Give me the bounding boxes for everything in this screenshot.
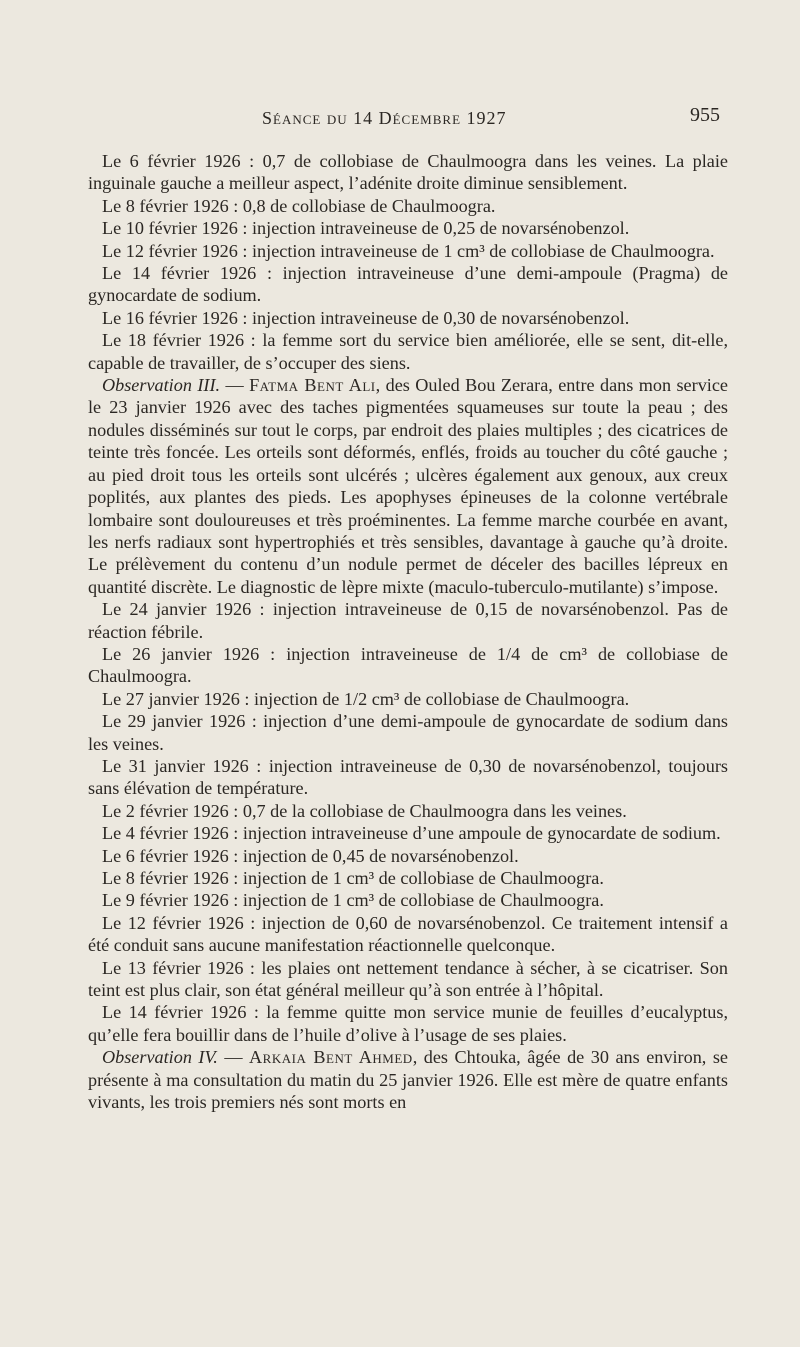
- paragraph: Le 14 février 1926 : injection intraveineuse d’une demi-ampoule (Pragma) de gynocardate de sodium.: [88, 263, 728, 306]
- paragraph: Le 6 février 1926 : 0,7 de collobiase de Chaulmoogra dans les veines. La plaie inguinale gauche a meilleur aspect, l’adénite droite diminue sensiblement.: [88, 151, 728, 194]
- paragraph: Le 29 janvier 1926 : injection d’une demi-ampoule de gynocardate de sodium dans les veines.: [88, 711, 728, 754]
- dash: —: [220, 375, 250, 396]
- paragraph: Le 13 février 1926 : les plaies ont nettement tendance à sécher, à se cicatriser. Son teint est plus clair, son état général meilleur qu’à son entrée à l’hôpital.: [88, 957, 728, 1001]
- paragraph: Le 31 janvier 1926 : injection intraveineuse de 0,30 de novarsénobenzol, toujours sans élévation de température.: [88, 755, 728, 799]
- observation-text: , des Chtouka, âgée de 30 ans environ, se présente à ma consultation du matin du 25 janvier 1926. Elle est mère de quatre enfants vivants, les trois premiers nés sont morts en: [88, 1047, 728, 1113]
- patient-name: Arkaia Bent Ahmed: [249, 1047, 413, 1068]
- paragraph: Le 14 février 1926 : la femme quitte mon service munie de feuilles d’eucalyptus, qu’elle fera bouillir dans de l’huile d’olive à l’usage de ses plaies.: [88, 1002, 728, 1045]
- paragraph: Le 16 février 1926 : injection intraveineuse de 0,30 de novarsénobenzol.: [102, 307, 630, 328]
- observation-label: Observation IV.: [102, 1047, 218, 1068]
- paragraph: Le 6 février 1926 : injection de 0,45 de novarsénobenzol.: [102, 845, 519, 866]
- observation-label: Observation III.: [102, 375, 221, 396]
- paragraph: Le 8 février 1926 : injection de 1 cm³ de collobiase de Chaulmoogra.: [102, 868, 604, 888]
- page-body: [88, 150, 728, 1113]
- paragraph: Le 27 janvier 1926 : injection de 1/2 cm³ de collobiase de Chaulmoogra.: [102, 688, 630, 709]
- patient-name: Fatma Bent Ali: [249, 375, 376, 396]
- running-header: [0, 104, 800, 134]
- paragraph: Le 12 février 1926 : injection de 0,60 de novarsénobenzol. Ce traitement intensif a été conduit sans aucune manifestation réactionnelle quelconque.: [88, 912, 728, 956]
- paragraph: Le 10 février 1926 : injection intraveineuse de 0,25 de novarsénobenzol.: [102, 218, 630, 239]
- paragraph: Le 12 février 1926 : injection intraveineuse de 1 cm³ de collobiase de Chaulmoogra.: [102, 240, 715, 261]
- paragraph: Le 24 janvier 1926 : injection intraveineuse de 0,15 de novarsénobenzol. Pas de réaction fébrile.: [88, 599, 728, 642]
- observation-4: [88, 1046, 728, 1113]
- paragraph: Le 26 janvier 1926 : injection intraveineuse de 1/4 de cm³ de collobiase de Chaulmoogra.: [88, 643, 728, 687]
- paragraph: Le 2 février 1926 : 0,7 de la collobiase de Chaulmoogra dans les veines.: [102, 800, 627, 821]
- paragraph: Le 9 février 1926 : injection de 1 cm³ de collobiase de Chaulmoogra.: [102, 890, 604, 911]
- observation-3: [88, 374, 728, 598]
- observation-text: , des Ouled Bou Zerara, entre dans mon service le 23 janvier 1926 avec des taches pigmentées squameuses sur toute la peau ; des nodules disséminés sur tout le corps, par endroit des plaies multiples ; des cicatrices de teinte très foncée. Les orteils sont déformés, enflés, froids au toucher du côté gauche ; au pied droit tous les orteils sont ulcérés ; ulcères également aux genoux, aux creux poplités, aux plantes des pieds. Les apophyses épineuses de la colonne vertébrale lombaire sont douloureuses et très proéminentes. La femme marche courbée en avant, les nerfs radiaux sont hypertrophiés et très sensibles, davantage à gauche qu’à droite. Le prélèvement du contenu d’un nodule permet de déceler des bacilles lépreux en quantité discrète. Le diagnostic de lèpre mixte (maculo-tuberculo-mutilante) s’impose.: [88, 375, 728, 597]
- paragraph: Le 18 février 1926 : la femme sort du service bien améliorée, elle se sent, dit-elle, capable de travailler, de s’occuper des siens.: [88, 330, 728, 373]
- running-title: Séance du 14 Décembre 1927: [262, 108, 507, 128]
- dash: —: [217, 1047, 250, 1068]
- page-number: 955: [690, 104, 720, 126]
- paragraph: Le 8 février 1926 : 0,8 de collobiase de Chaulmoogra.: [102, 195, 496, 216]
- paragraph: Le 4 février 1926 : injection intraveineuse d’une ampoule de gynocardate de sodium.: [102, 823, 721, 844]
